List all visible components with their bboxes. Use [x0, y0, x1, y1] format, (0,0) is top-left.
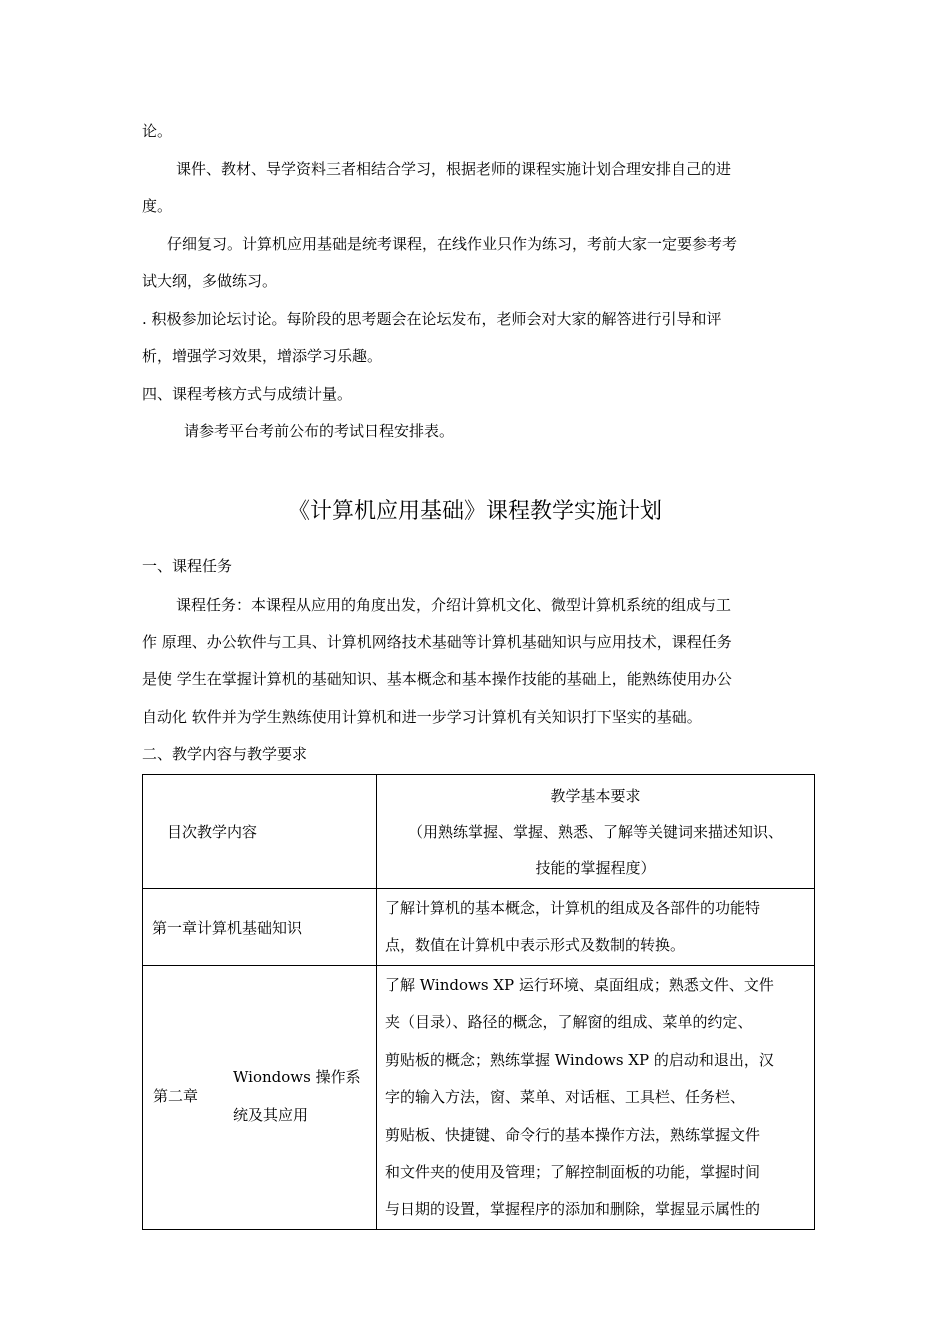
requirement-line: 剪贴板、快捷键、命令行的基本操作方法，熟练掌握文件	[385, 1125, 761, 1144]
paragraph-line: 是使 学生在掌握计算机的基础知识、基本概念和基本操作技能的基础上，能熟练使用办公	[142, 670, 732, 688]
paragraph-line: 自动化 软件并为学生熟练使用计算机和进一步学习计算机有关知识打下坚实的基础。	[142, 708, 702, 726]
paragraph-line: 论。	[142, 122, 173, 140]
header-left-label: 目次教学内容	[167, 823, 258, 841]
requirement-line: 字的输入方法，窗、菜单、对话框、工具栏、任务栏、	[385, 1088, 746, 1107]
header-right-title: 教学基本要求	[550, 786, 641, 805]
header-cell-content	[143, 775, 377, 889]
section-heading: 二、教学内容与教学要求	[142, 745, 308, 763]
table-row	[143, 889, 815, 966]
requirement-line: 夹（目录）、路径的概念，了解窗的组成、菜单的约定、	[385, 1013, 753, 1032]
chapter-number: 第二章	[153, 1087, 199, 1106]
header-right-note: （用熟练掌握、掌握、熟悉、了解等关键词来描述知识、	[407, 822, 783, 841]
row-requirement-cell	[377, 966, 815, 1230]
section-heading: 四、课程考核方式与成绩计量。	[142, 385, 353, 403]
header-cell-requirements	[377, 775, 815, 889]
paragraph-line: 度。	[142, 197, 173, 215]
paragraph-line: 析，增强学习效果，增添学习乐趣。	[142, 347, 383, 365]
chapter-label: 第一章计算机基础知识	[152, 918, 303, 937]
document-title: 《计算机应用基础》课程教学实施计划	[287, 499, 662, 524]
paragraph-line: . 积极参加论坛讨论。每阶段的思考题会在论坛发布，老师会对大家的解答进行引导和评	[142, 310, 722, 328]
row-chapter-cell	[143, 966, 377, 1230]
chapter-name: Wiondows 操作系统及其应用	[233, 1068, 361, 1125]
requirement-line: 了解 Windows XP 运行环境、桌面组成；熟悉文件、文件	[385, 976, 774, 994]
paragraph-line: 课程任务：本课程从应用的角度出发，介绍计算机文化、微型计算机系统的组成与工	[176, 596, 732, 614]
requirement-line: 剪贴板的概念；熟练掌握 Windows XP 的启动和退出，汉	[385, 1050, 774, 1069]
table-row	[143, 966, 815, 1230]
requirement-line: 和文件夹的使用及管理；了解控制面板的功能，掌握时间	[385, 1163, 761, 1182]
paragraph-line: 作 原理、办公软件与工具、计算机网络技术基础等计算机基础知识与应用技术，课程任务	[142, 633, 732, 651]
row-requirement-cell	[377, 889, 815, 966]
paragraph-line: 试大纲，多做练习。	[142, 272, 278, 290]
table-header-row	[143, 775, 815, 889]
paragraph-line: 课件、教材、导学资料三者相结合学习，根据老师的课程实施计划合理安排自己的进	[176, 160, 732, 178]
requirement-line: 点，数值在计算机中表示形式及数制的转换。	[385, 936, 686, 954]
requirement-line: 了解计算机的基本概念，计算机的组成及各部件的功能特	[385, 898, 761, 917]
paragraph-line: 请参考平台考前公布的考试日程安排表。	[184, 422, 455, 440]
section-heading: 一、课程任务	[142, 557, 233, 575]
requirement-line: 与日期的设置，掌握程序的添加和删除，掌握显示属性的	[385, 1200, 761, 1219]
requirements-table	[142, 774, 815, 1230]
paragraph-line: 仔细复习。计算机应用基础是统考课程，在线作业只作为练习，考前大家一定要参考考	[167, 235, 738, 253]
header-right-note: 技能的掌握程度）	[535, 858, 656, 877]
row-chapter-cell	[143, 889, 377, 966]
